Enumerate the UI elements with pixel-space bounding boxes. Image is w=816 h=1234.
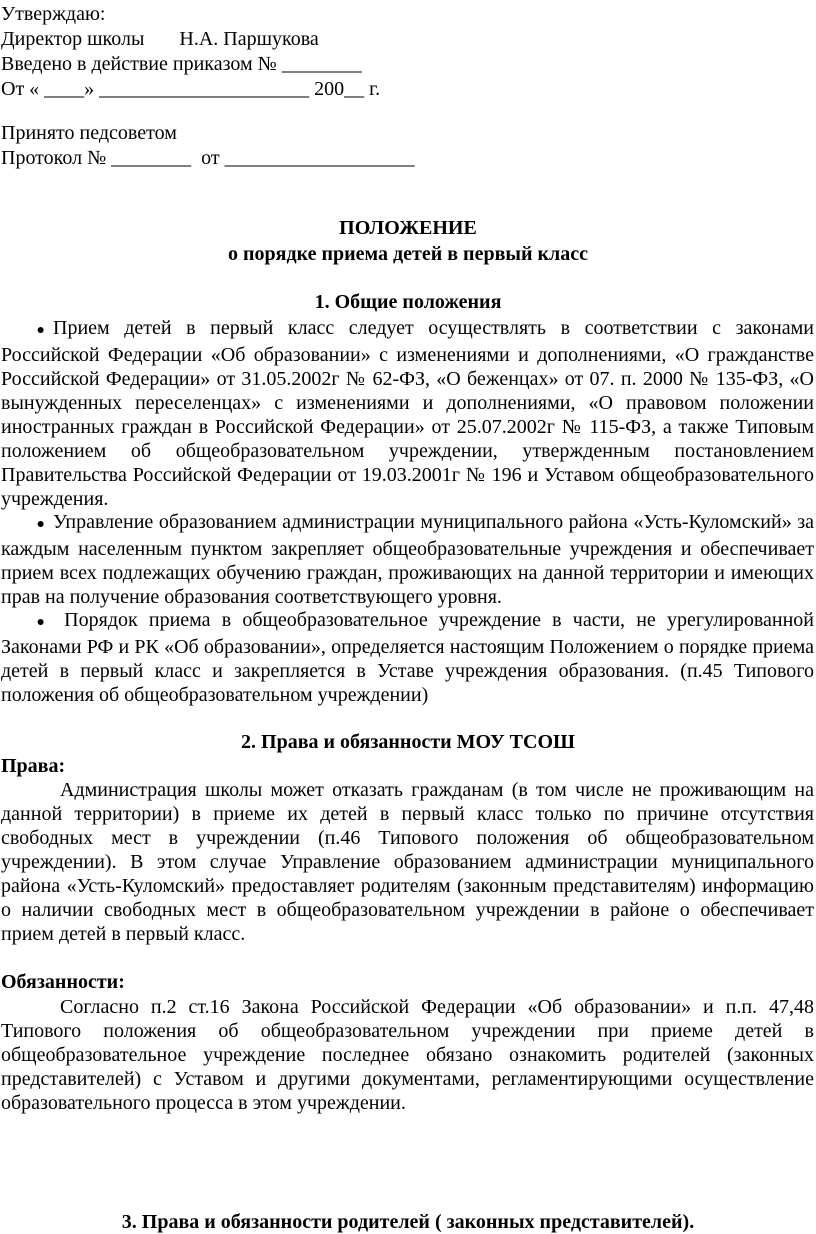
approval-line-1: Утверждаю: [1, 3, 106, 25]
bullet-icon: ● [36, 323, 45, 338]
document-title: ПОЛОЖЕНИЕ [339, 217, 477, 239]
section-1-heading: 1. Общие положения [314, 291, 502, 313]
section-1-item-2-text: Управление образованием администрации муниципального района «Усть-Куломский» за каждым населенным пунктом закрепляет общеобразовательные учреждения и обеспечивает прием всех подлежащих обучению граждан, проживающих на данной территории и имеющих прав на получение образования соответствующего уровня. [1, 511, 814, 608]
bullet-icon: ● [36, 615, 45, 630]
bullet-icon: ● [36, 517, 45, 532]
section-1-item-1 [1, 316, 814, 511]
rights-label: Права: [1, 755, 66, 777]
council-line-1: Принято педсоветом [1, 122, 177, 144]
council-line-2: Протокол № ________ от ___________________ [1, 147, 415, 169]
document-subtitle: о порядке приема детей в первый класс [228, 243, 588, 265]
section-2-heading: 2. Права и обязанности МОУ ТСОШ [241, 731, 575, 753]
section-1-item-3-text: Порядок приема в общеобразовательное учреждение в части, не урегулированной Законами РФ и РК «Об образовании», определяется настоящим Положением о порядке приема детей в первый класс и закрепляется в Уставе учреждения образования. (п.45 Типового положения об общеобразовательном учреждении) [1, 609, 814, 706]
section-1-item-1-text: Прием детей в первый класс следует осуществлять в соответствии с законами Российской Федерации «Об образовании» с изменениями и дополнениями, «О гражданстве Российской Федерации» от 31.05.2002г № 62-ФЗ, «О беженцах» от 07. п. 2000 № 135-ФЗ, «О вынужденных переселенцах» с изменениями и дополнениями, «О правовом положении иностранных граждан в Российской Федерации» от 25.07.2002г № 115-ФЗ, а также Типовым положением об общеобразовательном учреждении, утвержденным постановлением Правительства Российской Федерации от 19.03.2001г № 196 и Уставом общеобразовательного учреждения. [1, 317, 814, 510]
rights-paragraph: Администрация школы может отказать гражданам (в том числе не проживающим на данной территории) в приеме их детей в первый класс только по причине отсутствия свободных мест в учреждении (п.46 Типового положения об общеобразовательном учреждении). В этом случае Управление образованием администрации муниципального района «Усть-Куломский» предоставляет родителям (законным представителям) информацию о наличии свободных мест в общеобразовательном учреждении в районе о обеспечивает прием детей в первый класс. [1, 779, 814, 945]
section-3-heading: 3. Права и обязанности родителей ( законных представителей). [121, 1211, 695, 1233]
approval-line-3: Введено в действие приказом № ________ [1, 53, 362, 75]
section-1-item-3 [1, 608, 814, 707]
approval-line-4: От « ____» _____________________ 200__ г. [1, 78, 381, 100]
section-1-item-2 [1, 510, 814, 609]
approval-line-2: Директор школы Н.А. Паршукова [1, 28, 319, 50]
duties-paragraph: Согласно п.2 ст.16 Закона Российской Федерации «Об образовании» и п.п. 47,48 Типового положения об общеобразовательном учреждении при приеме детей в общеобразовательное учреждение последнее обязано ознакомить родителей (законных представителей) с Уставом и другими документами, регламентирующими осуществление образовательного процесса в этом учреждении. [1, 996, 814, 1114]
duties-label: Обязанности: [1, 971, 125, 993]
